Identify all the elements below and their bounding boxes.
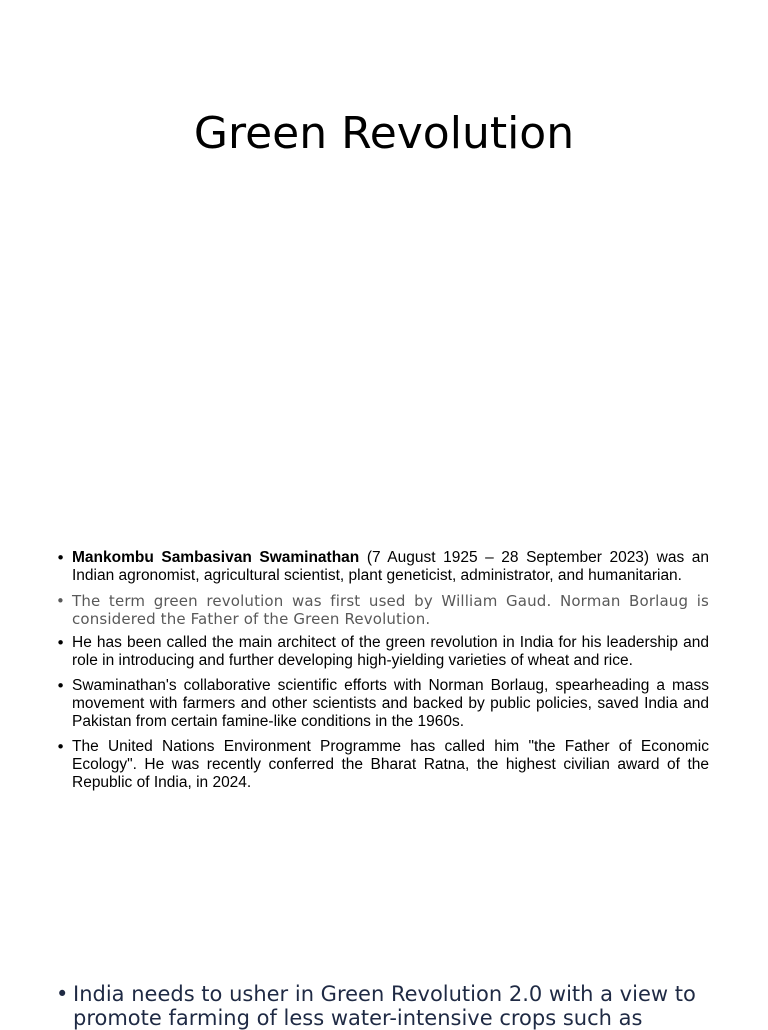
bullet-dot: •	[56, 982, 69, 1006]
list-item	[56, 677, 709, 732]
bullet-text: He has been called the main architect of the green revolution in India for his leadership and role in introducing and further developing high-yielding varieties of wheat and rice.	[72, 634, 709, 670]
bullet-list	[56, 549, 709, 799]
bullet-text: (7 August 1925 – 28 September 2023) was an Indian agronomist, agricultural scientist, plant geneticist, administrator, and humanitarian.	[72, 549, 709, 585]
bullet-text: The term green revolution was first used by William Gaud. Norman Borlaug is considered the Father of the Green Revolution.	[72, 591, 709, 628]
list-item	[56, 634, 709, 671]
list-item	[56, 592, 709, 629]
bullet-dot: •	[56, 549, 66, 567]
bullet-dot: •	[56, 676, 66, 695]
slide-title: Green Revolution	[193, 108, 575, 159]
bullet-text: The United Nations Environment Programme has called him "the Father of Economic Ecology". He was recently conferred the Bharat Ratna, the highest civilian award of the Republic of India, in 2024.	[72, 737, 709, 792]
list-item	[56, 549, 709, 586]
next-slide-bullet	[56, 982, 733, 1030]
list-item	[56, 738, 709, 793]
bullet-dot: •	[56, 634, 66, 653]
bullet-dot: •	[56, 737, 66, 756]
bullet-text: Swaminathan's collaborative scientific efforts with Norman Borlaug, spearheading a mass movement with farmers and other scientists and backed by public policies, saved India and Pakistan from certain famine-like conditions in the 1960s.	[72, 676, 709, 731]
bullet-dot: •	[56, 591, 65, 610]
person-name: Mankombu Sambasivan Swaminathan	[72, 549, 360, 566]
bullet-text: India needs to usher in Green Revolution 2.0 with a view to promote farming of less water-intensive crops such as	[73, 982, 696, 1030]
